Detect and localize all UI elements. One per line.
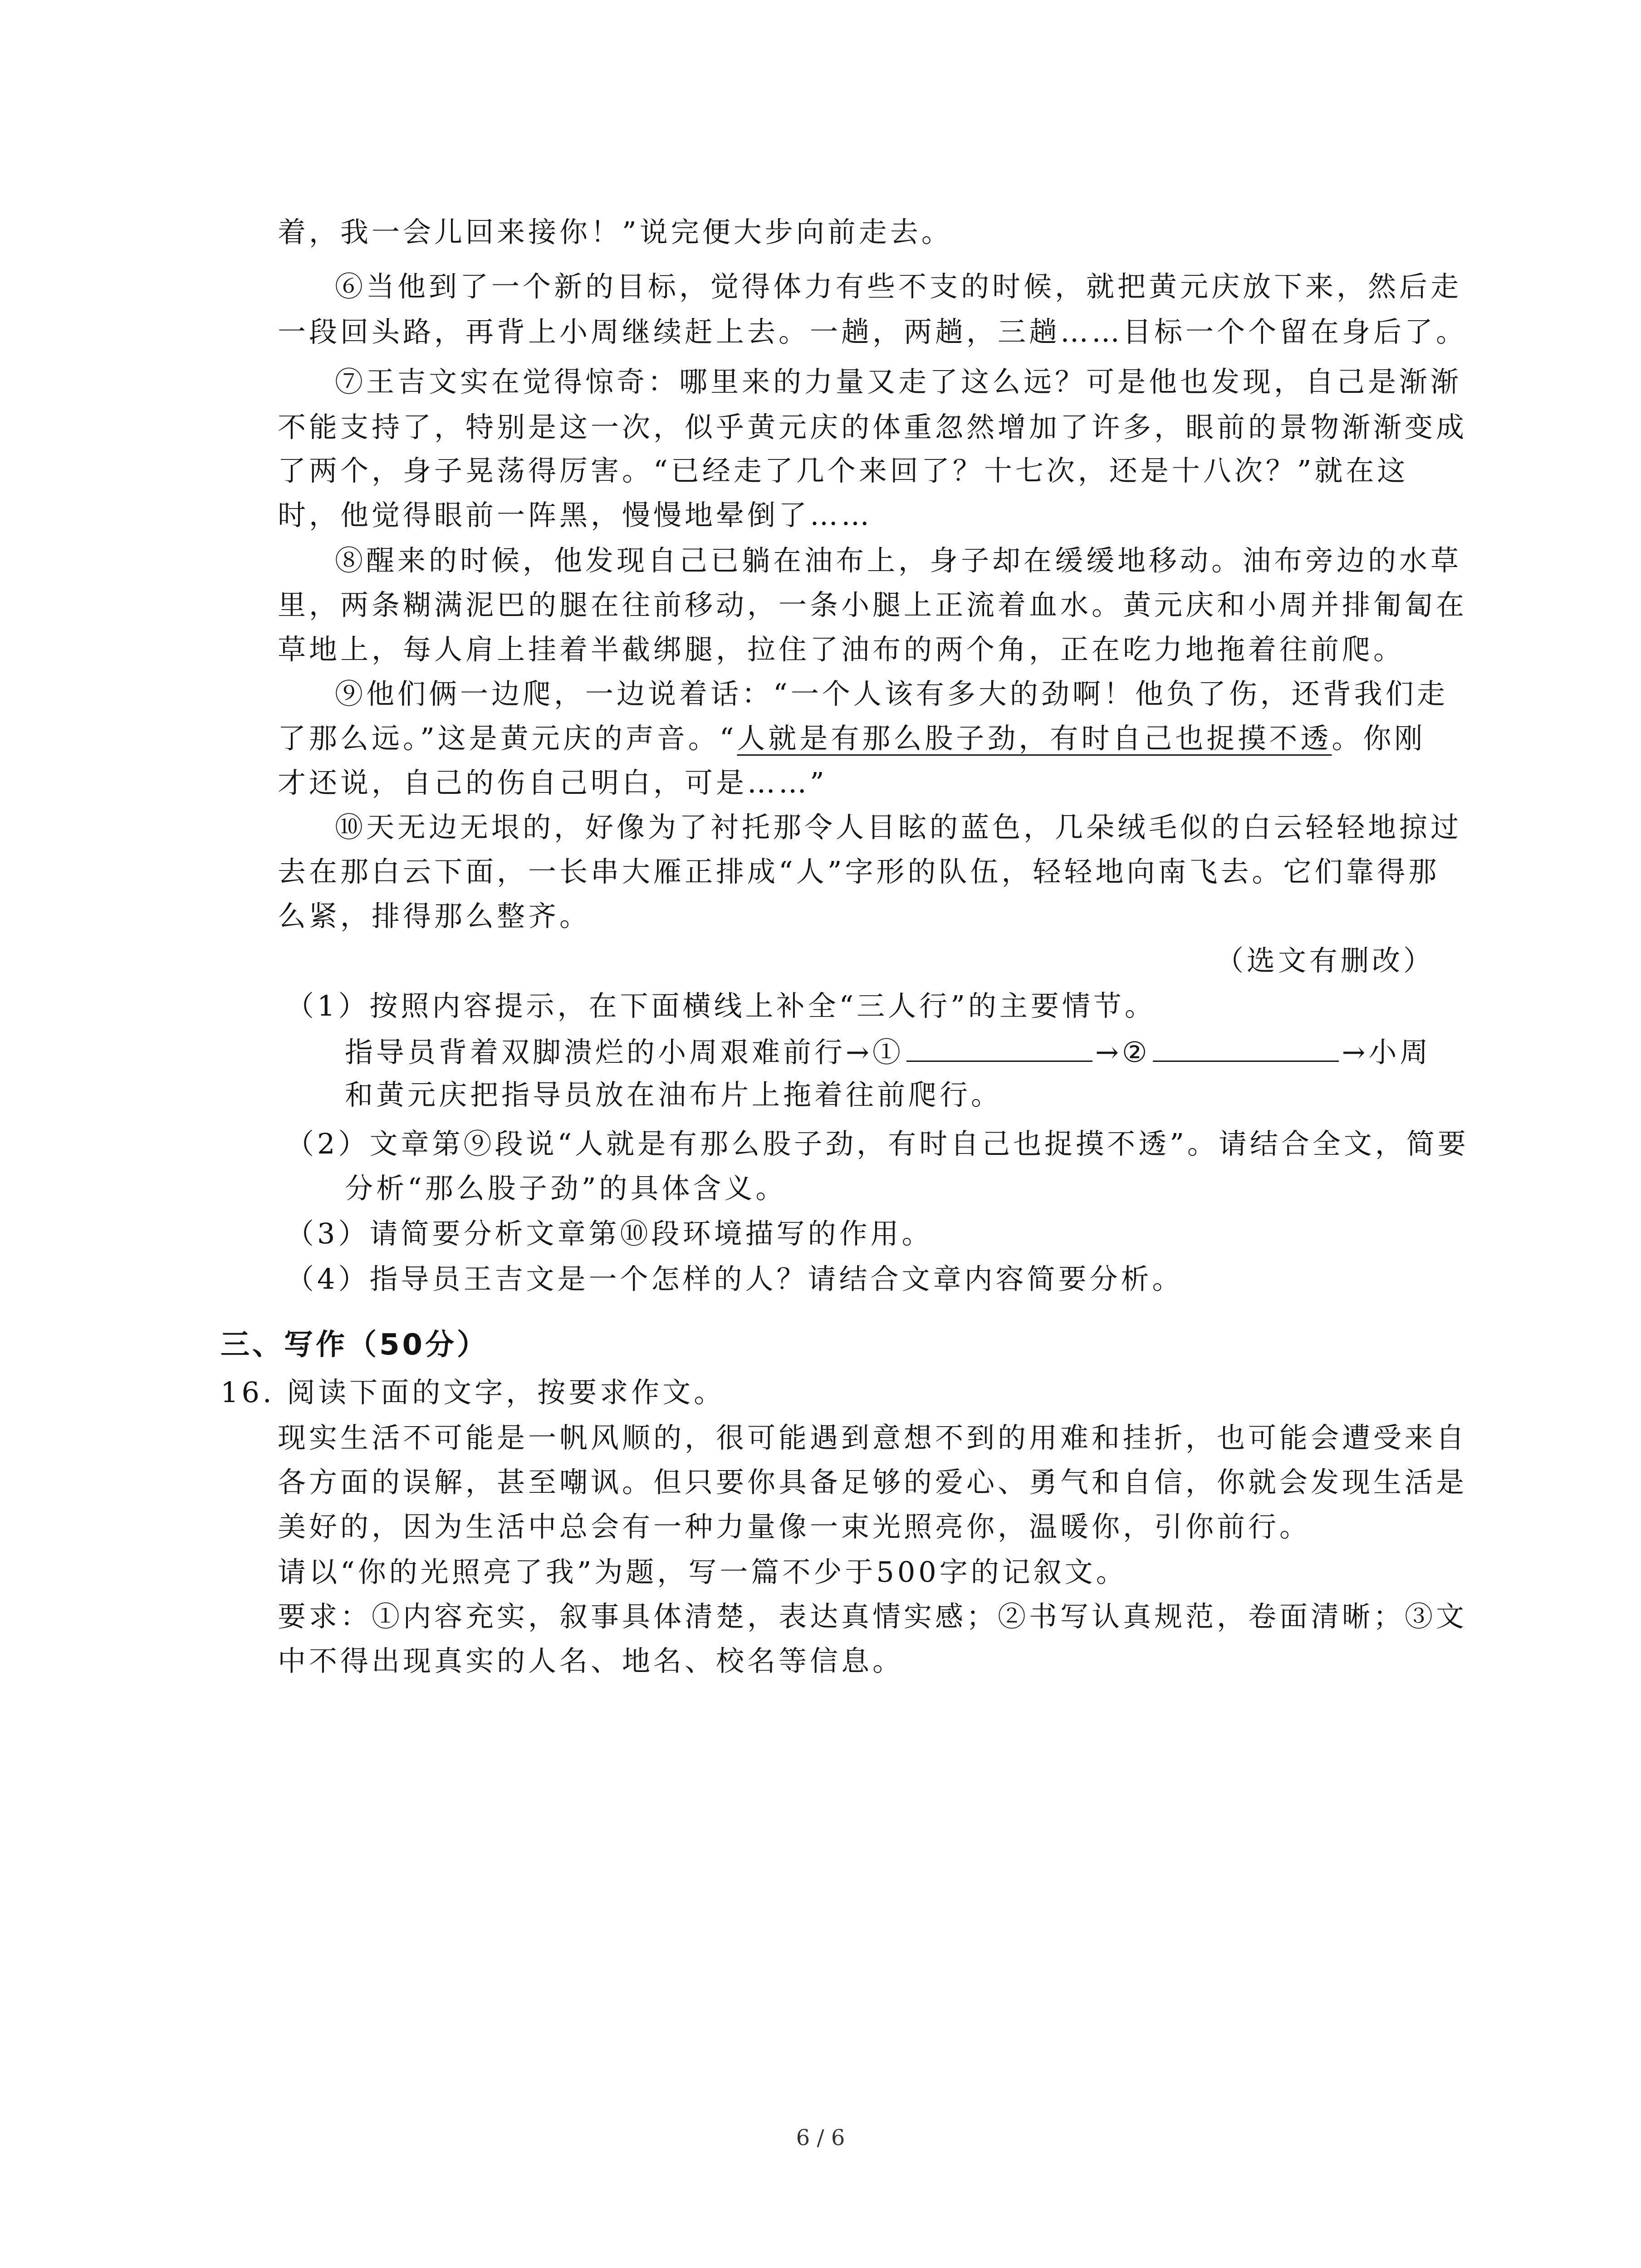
paragraph-9-line: 才还说，自己的伤自己明白，可是……” [278,766,828,799]
question-4: （4）指导员王吉文是一个怎样的人？请结合文章内容简要分析。 [286,1262,1184,1295]
question-1-line [345,1029,1431,1075]
paragraph-8-line: 里，两条糊满泥巴的腿在往前移动，一条小腿上正流着血水。黄元庆和小周并排匍匐在 [278,588,1468,621]
writing-requirements-line: 中不得出现真实的人名、地名、校名等信息。 [278,1644,904,1677]
page-number: 6 / 6 [796,2125,845,2151]
paragraph-10-line: ⑩天无边无垠的，好像为了衬托那令人目眩的蓝色，几朵绒毛似的白云轻轻地掠过 [335,811,1462,844]
paragraph-7-line: 时，他觉得眼前一阵黑，慢慢地晕倒了…… [278,499,873,532]
answer-blank-1[interactable] [906,1029,1092,1062]
question-1-line: 和黄元庆把指导员放在油布片上拖着往前爬行。 [345,1078,1003,1111]
source-note: （选文有删改） [1215,944,1435,977]
paragraph-6-line: ⑥当他到了一个新的目标，觉得体力有些不支的时候，就把黄元庆放下来，然后走 [335,270,1462,303]
paragraph-7-line: 不能支持了，特别是这一次，似乎黄元庆的体重忽然增加了许多，眼前的景物渐渐变成 [278,411,1468,444]
writing-prompt-line: 美好的，因为生活中总会有一种力量像一束光照亮你，温暖你，引你前行。 [278,1510,1311,1543]
underlined-quote: 人就是有那么股子劲，有时自己也捉摸不透 [737,722,1332,755]
answer-blank-2[interactable] [1153,1029,1339,1062]
paragraph-6-line: 一段回头路，再背上小周继续赶上去。一趟，两趟，三趟……目标一个个留在身后了。 [278,315,1468,348]
paragraph-8-line: 草地上，每人肩上挂着半截绑腿，拉住了油布的两个角，正在吃力地拖着往前爬。 [278,633,1405,666]
question-1-text: 指导员背着双脚溃烂的小周艰难前行→① [345,1036,904,1069]
paragraph-9-line: ⑨他们俩一边爬，一边说着话：“一个人该有多大的劲啊！他负了伤，还背我们走 [335,677,1448,710]
paragraph-10-line: 么紧，排得那么整齐。 [278,899,591,933]
question-16: 16. 阅读下面的文字，按要求作文。 [220,1376,725,1409]
writing-prompt-line: 各方面的误解，甚至嘲讽。但只要你具备足够的爱心、勇气和自信，你就会发现生活是 [278,1466,1468,1499]
passage-line: 着，我一会儿回来接你！”说完便大步向前走去。 [278,215,953,249]
paragraph-7-line: 了两个，身子晃荡得厉害。“已经走了几个来回了？十七次，还是十八次？”就在这 [278,454,1409,487]
section-heading-writing: 三、写作（50分） [220,1328,489,1362]
question-2: （2）文章第⑨段说“人就是有那么股子劲，有时自己也捉摸不透”。请结合全文，简要 [286,1127,1469,1160]
question-1: （1）按照内容提示，在下面横线上补全“三人行”的主要情节。 [286,989,1156,1022]
question-1-text: →② [1095,1036,1151,1069]
paragraph-10-line: 去在那白云下面，一长串大雁正排成“人”字形的队伍，轻轻地向南飞去。它们靠得那 [278,855,1440,888]
paragraph-7-line: ⑦王吉文实在觉得惊奇：哪里来的力量又走了这么远？可是他也发现，自己是渐渐 [335,365,1462,398]
question-2-line: 分析“那么股子劲”的具体含义。 [345,1172,787,1205]
question-1-text: →小周 [1342,1036,1431,1069]
paragraph-9-text: 。你刚 [1332,722,1426,755]
paragraph-9-text: 了那么远。”这是黄元庆的声音。“ [278,722,737,755]
paragraph-9-line [278,716,1425,761]
writing-requirements-line: 要求：①内容充实，叙事具体清楚，表达真情实感；②书写认真规范，卷面清晰；③文 [278,1600,1468,1633]
writing-title-instruction: 请以“你的光照亮了我”为题，写一篇不少于500字的记叙文。 [278,1555,1127,1589]
question-3: （3）请简要分析文章第⑩段环境描写的作用。 [286,1217,933,1250]
writing-prompt-line: 现实生活不可能是一帆风顺的，很可能遇到意想不到的用难和挂折，也可能会遭受来自 [278,1421,1468,1454]
paragraph-8-line: ⑧醒来的时候，他发现自己已躺在油布上，身子却在缓缓地移动。油布旁边的水草 [335,544,1462,577]
